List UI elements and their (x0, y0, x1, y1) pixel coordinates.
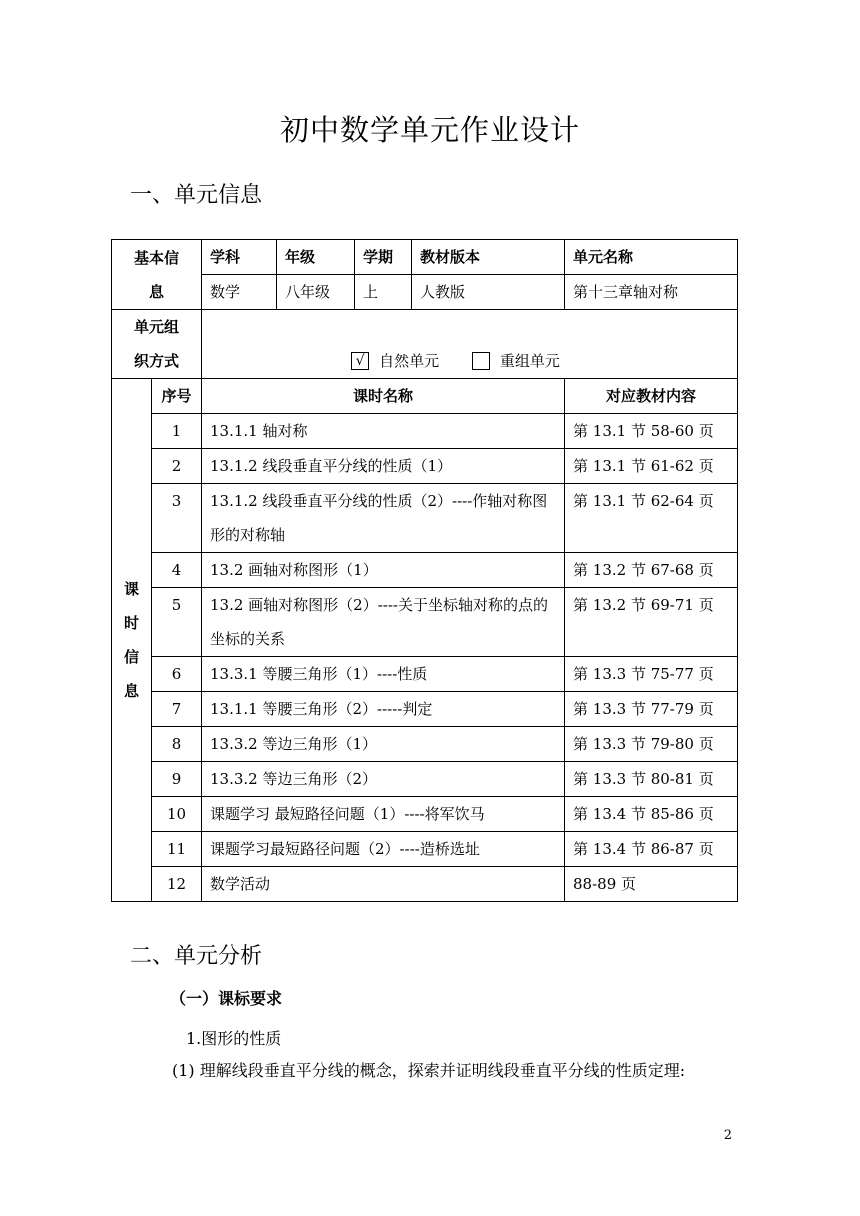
lesson-textbook-content: 第 13.1 节 58-60 页 (565, 414, 738, 449)
lesson-no: 8 (152, 727, 202, 762)
lesson-name: 13.2 画轴对称图形（1） (202, 553, 565, 588)
subheading-curriculum-requirements: （一）课标要求 (170, 989, 283, 1008)
natural-unit-label: 自然单元 (379, 352, 440, 370)
lesson-name: 数学活动 (202, 867, 565, 902)
header-term: 学期 (355, 240, 412, 275)
lesson-row (112, 727, 738, 762)
lesson-name: 13.3.2 等边三角形（1） (202, 727, 565, 762)
lesson-no: 9 (152, 762, 202, 797)
lesson-name: 13.3.2 等边三角形（2） (202, 762, 565, 797)
lesson-no: 5 (152, 588, 202, 657)
header-textbook: 教材版本 (412, 240, 565, 275)
lesson-row (112, 797, 738, 832)
value-grade: 八年级 (277, 275, 355, 310)
lesson-textbook-content: 88-89 页 (565, 867, 738, 902)
value-subject: 数学 (202, 275, 277, 310)
lesson-no: 12 (152, 867, 202, 902)
section-heading-unit-info: 一、单元信息 (130, 183, 263, 208)
lesson-row (112, 832, 738, 867)
page-number: 2 (723, 1128, 732, 1143)
org-options (202, 310, 738, 379)
lesson-name: 课题学习 最短路径问题（1）----将军饮马 (202, 797, 565, 832)
lesson-row (112, 762, 738, 797)
lesson-textbook-content: 第 13.3 节 80-81 页 (565, 762, 738, 797)
lesson-textbook-content: 第 13.2 节 67-68 页 (565, 553, 738, 588)
value-textbook: 人教版 (412, 275, 565, 310)
regroup-unit-checkbox[interactable] (472, 352, 490, 370)
lesson-name: 13.1.1 轴对称 (202, 414, 565, 449)
org-label: 单元组 织方式 (112, 310, 202, 379)
lesson-name: 13.1.2 线段垂直平分线的性质（1） (202, 449, 565, 484)
lesson-name: 13.3.1 等腰三角形（1）----性质 (202, 657, 565, 692)
lesson-no: 4 (152, 553, 202, 588)
lesson-row (112, 449, 738, 484)
lesson-row (112, 484, 738, 553)
lesson-textbook-content: 第 13.1 节 61-62 页 (565, 449, 738, 484)
lesson-no: 11 (152, 832, 202, 867)
lesson-no: 7 (152, 692, 202, 727)
header-subject: 学科 (202, 240, 277, 275)
basic-info-label: 基本信 息 (112, 240, 202, 310)
natural-unit-checkbox[interactable]: √ (351, 352, 369, 370)
page-title: 初中数学单元作业设计 (279, 113, 580, 147)
section-heading-unit-analysis: 二、单元分析 (130, 944, 263, 969)
lesson-row (112, 553, 738, 588)
lesson-textbook-content: 第 13.1 节 62-64 页 (565, 484, 738, 553)
lesson-no: 3 (152, 484, 202, 553)
lesson-textbook-content: 第 13.3 节 77-79 页 (565, 692, 738, 727)
header-textbook-content: 对应教材内容 (565, 379, 738, 414)
lesson-textbook-content: 第 13.3 节 75-77 页 (565, 657, 738, 692)
lesson-name: 13.1.2 线段垂直平分线的性质（2）----作轴对称图形的对称轴 (202, 484, 565, 553)
lesson-info-label: 课 时 信 息 (112, 379, 152, 902)
lesson-no: 6 (152, 657, 202, 692)
lesson-textbook-content: 第 13.2 节 69-71 页 (565, 588, 738, 657)
header-lesson-name: 课时名称 (202, 379, 565, 414)
lesson-textbook-content: 第 13.3 节 79-80 页 (565, 727, 738, 762)
lesson-row (112, 692, 738, 727)
paragraph: (1) 理解线段垂直平分线的概念，探索并证明线段垂直平分线的性质定理: (172, 1061, 686, 1080)
lesson-name: 课题学习最短路径问题（2）----造桥选址 (202, 832, 565, 867)
lesson-row (112, 867, 738, 902)
lesson-no: 1 (152, 414, 202, 449)
unit-info-table (111, 239, 738, 902)
lesson-name: 13.2 画轴对称图形（2）----关于坐标轴对称的点的坐标的关系 (202, 588, 565, 657)
lesson-row (112, 657, 738, 692)
lesson-row (112, 588, 738, 657)
paragraph: 1.图形的性质 (186, 1029, 282, 1048)
lesson-textbook-content: 第 13.4 节 85-86 页 (565, 797, 738, 832)
header-grade: 年级 (277, 240, 355, 275)
lesson-row (112, 414, 738, 449)
lesson-no: 2 (152, 449, 202, 484)
regroup-unit-label: 重组单元 (499, 352, 560, 370)
header-no: 序号 (152, 379, 202, 414)
value-term: 上 (355, 275, 412, 310)
header-unit-name: 单元名称 (565, 240, 738, 275)
lesson-textbook-content: 第 13.4 节 86-87 页 (565, 832, 738, 867)
value-unit-name: 第十三章轴对称 (565, 275, 738, 310)
lesson-name: 13.1.1 等腰三角形（2）-----判定 (202, 692, 565, 727)
lesson-no: 10 (152, 797, 202, 832)
